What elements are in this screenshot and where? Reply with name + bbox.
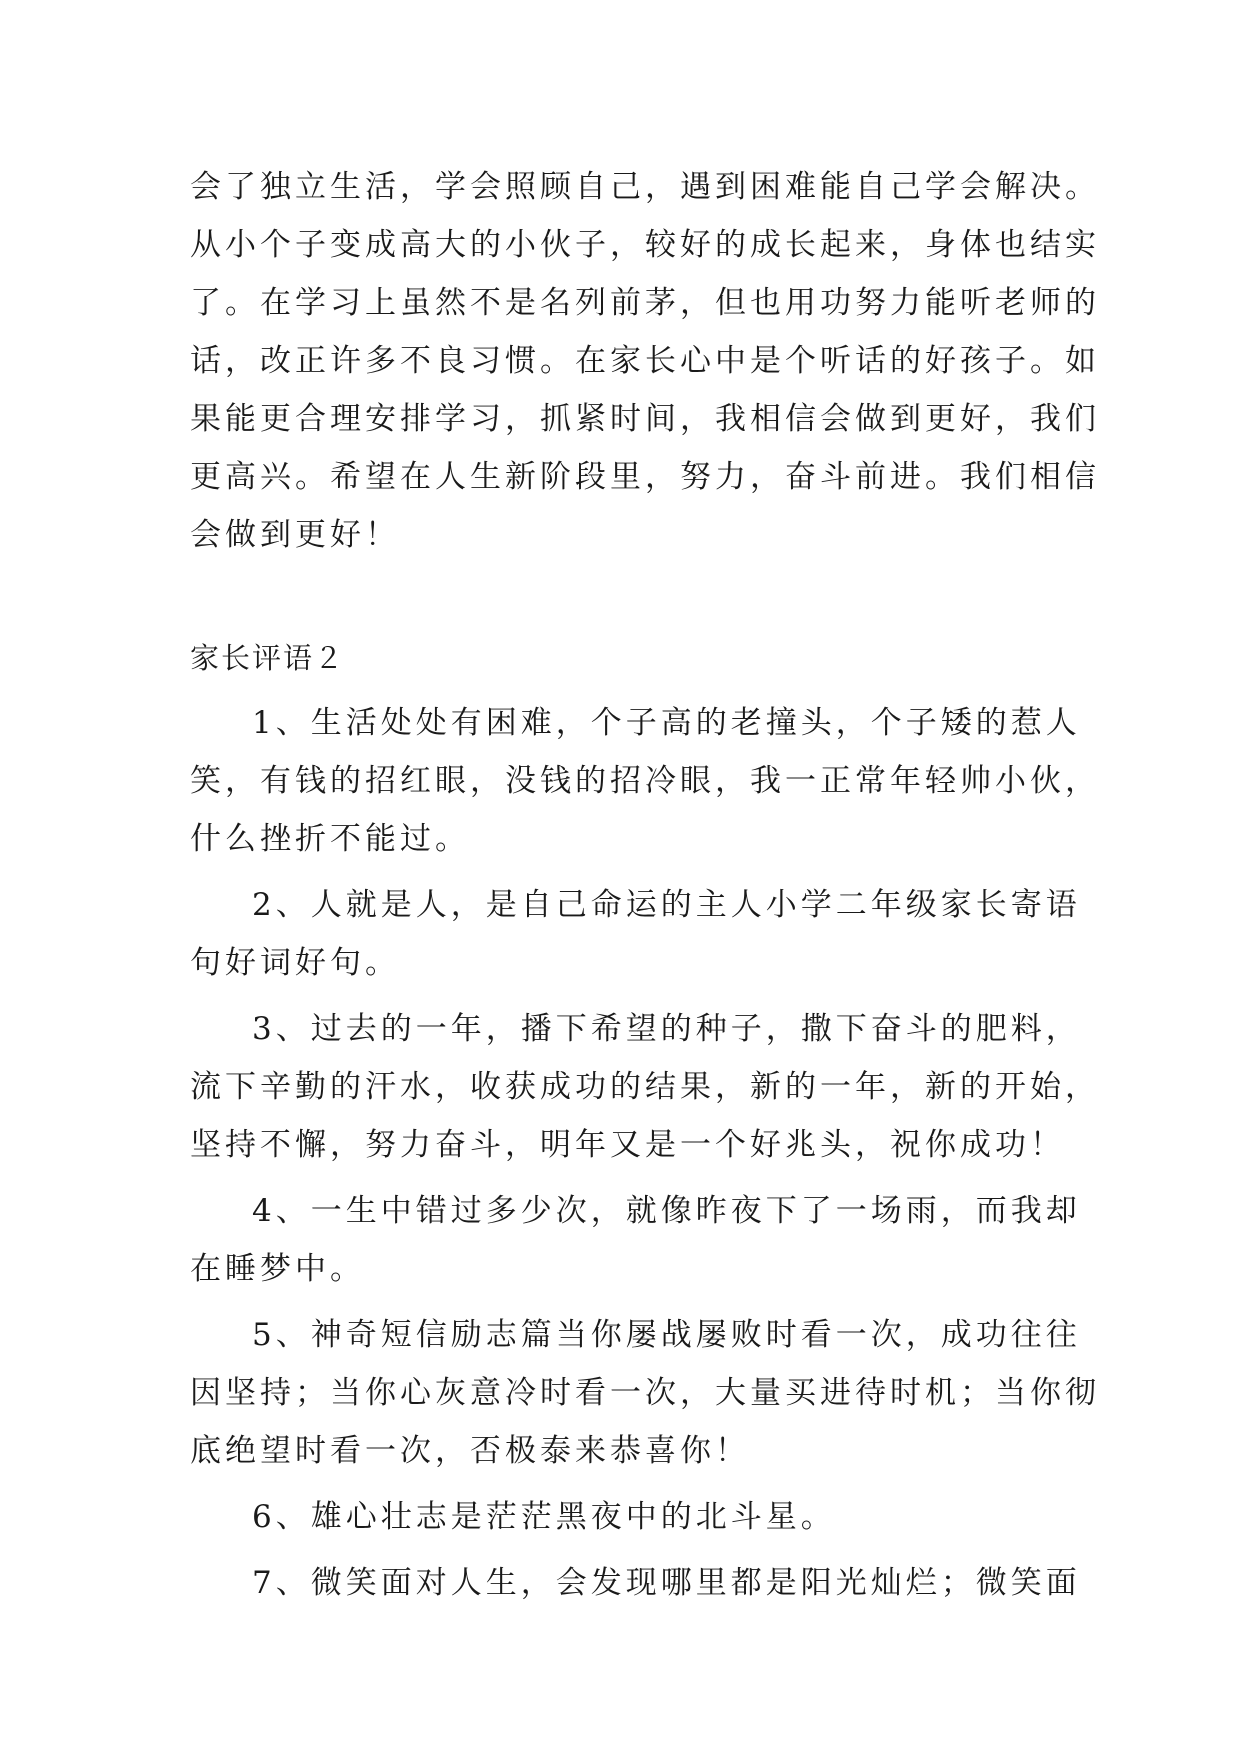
paragraph-line: 会了独立生活，学会照顾自己，遇到困难能自己学会解决。 [190, 169, 1100, 205]
list-item [190, 1554, 1081, 1612]
list-item [190, 694, 1100, 868]
list-item [190, 876, 1081, 992]
item-line: 句好词好句。 [190, 945, 400, 981]
paragraph-line: 话，改正许多不良习惯。在家长心中是个听话的好孩子。如 [190, 343, 1100, 379]
item-line: 3、过去的一年，播下希望的种子，撒下奋斗的肥料， [252, 1011, 1081, 1047]
list-item [190, 1306, 1100, 1480]
item-line: 在睡梦中。 [190, 1251, 365, 1287]
item-line: 笑，有钱的招红眼，没钱的招冷眼，我一正常年轻帅小伙， [190, 763, 1100, 799]
paragraph-line: 更高兴。希望在人生新阶段里，努力，奋斗前进。我们相信 [190, 459, 1100, 495]
item-line: 2、人就是人，是自己命运的主人小学二年级家长寄语 [252, 887, 1081, 923]
comment-list [190, 694, 1100, 1620]
paragraph-line: 了。在学习上虽然不是名列前茅，但也用功努力能听老师的 [190, 285, 1100, 321]
list-item [190, 1488, 1060, 1546]
intro-paragraph [190, 158, 1100, 564]
section-heading: 家长评语２ [190, 641, 346, 675]
item-line: 流下辛勤的汗水，收获成功的结果，新的一年，新的开始， [190, 1069, 1100, 1105]
item-line: 1、生活处处有困难，个子高的老撞头，个子矮的惹人 [252, 705, 1081, 741]
paragraph-line: 果能更合理安排学习，抓紧时间，我相信会做到更好，我们 [190, 401, 1100, 437]
list-item [190, 1182, 1081, 1298]
item-line: 5、神奇短信励志篇当你屡战屡败时看一次，成功往往 [252, 1317, 1081, 1353]
item-line: 因坚持；当你心灰意冷时看一次，大量买进待时机；当你彻 [190, 1375, 1100, 1411]
item-line: 4、一生中错过多少次，就像昨夜下了一场雨，而我却 [252, 1193, 1081, 1229]
item-line: 坚持不懈，努力奋斗，明年又是一个好兆头，祝你成功！ [190, 1127, 1065, 1163]
paragraph-line: 会做到更好！ [190, 517, 400, 553]
item-line: 底绝望时看一次，否极泰来恭喜你！ [190, 1433, 750, 1469]
paragraph-line: 从小个子变成高大的小伙子，较好的成长起来，身体也结实 [190, 227, 1100, 263]
list-item [190, 1000, 1100, 1174]
item-line: 6、雄心壮志是茫茫黑夜中的北斗星。 [252, 1499, 836, 1535]
item-line: 什么挫折不能过。 [190, 821, 470, 857]
item-line: 7、微笑面对人生，会发现哪里都是阳光灿烂；微笑面 [252, 1565, 1081, 1601]
